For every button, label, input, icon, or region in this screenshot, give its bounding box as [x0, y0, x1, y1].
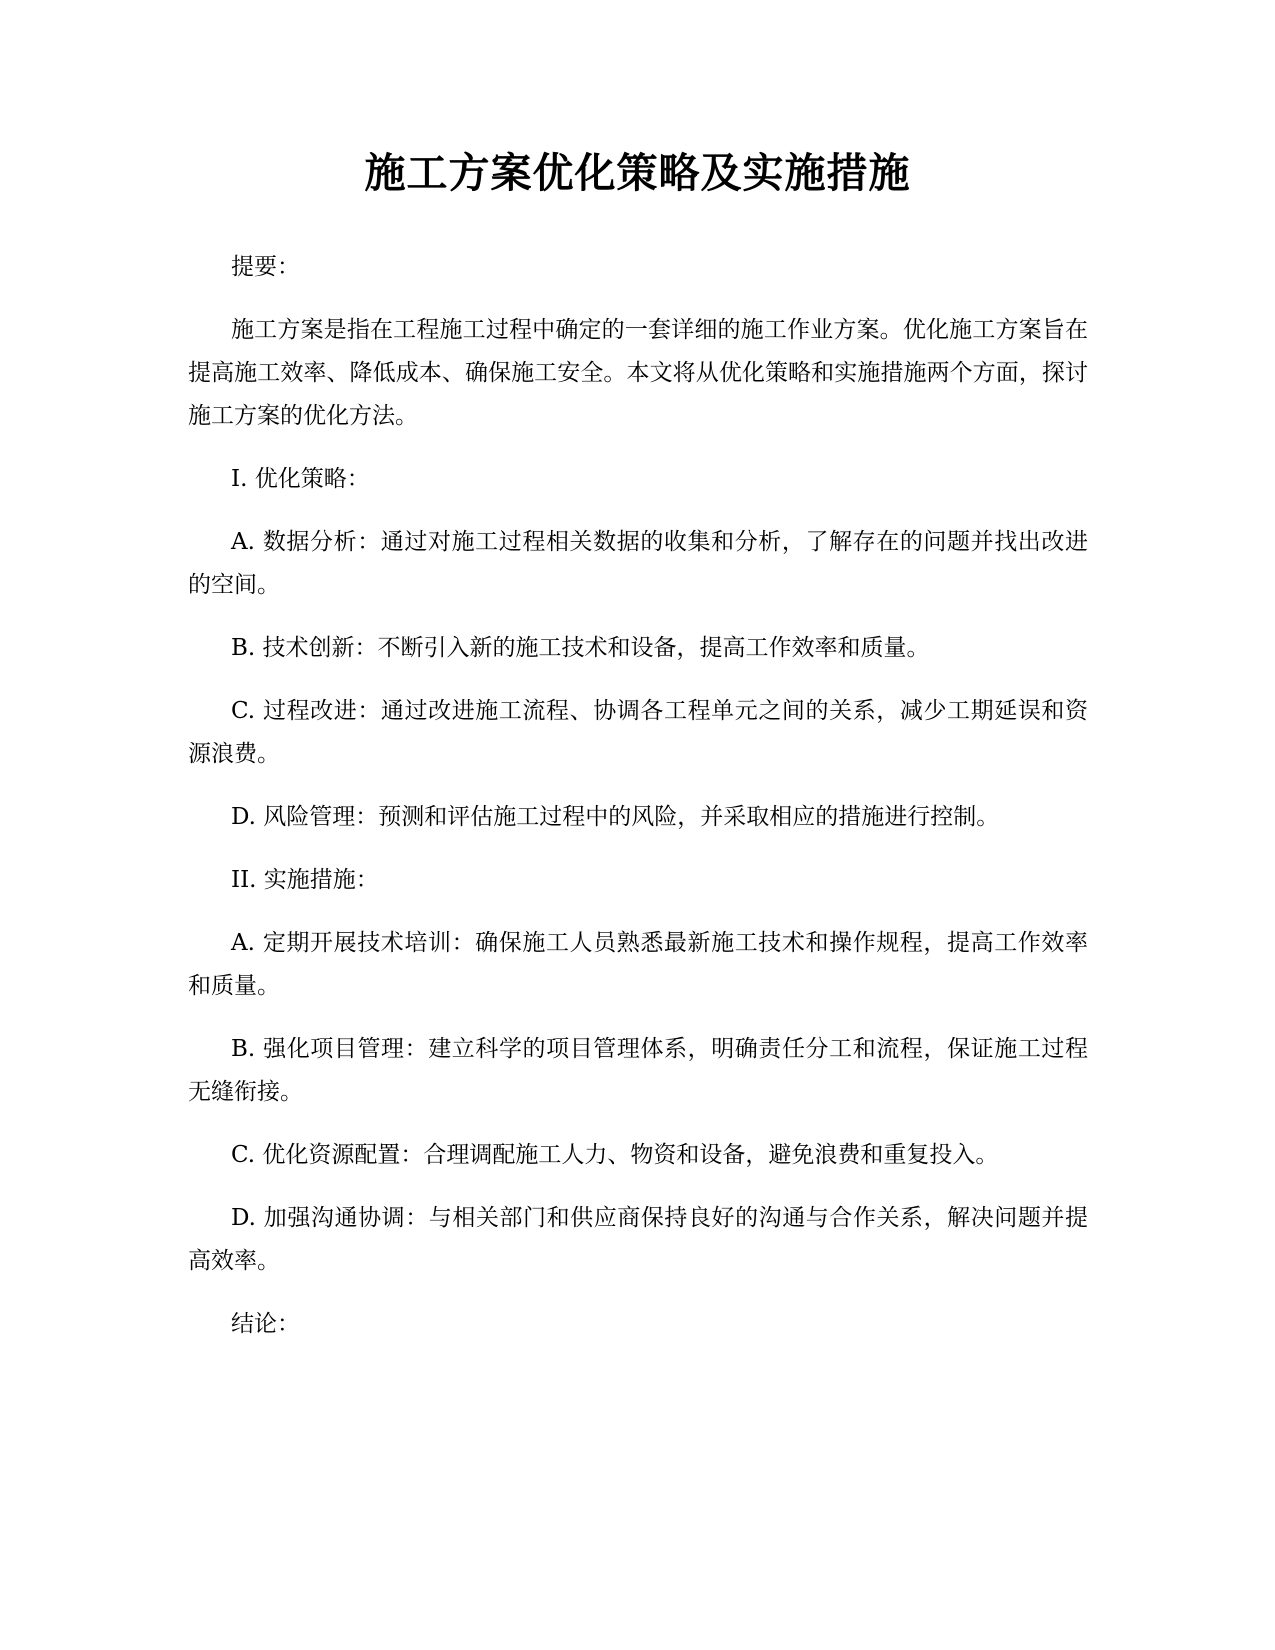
section-heading-measures: II. 实施措施： — [231, 867, 379, 893]
section-heading-strategies: I. 优化策略： — [231, 466, 370, 492]
measure-item-b: B. 强化项目管理：建立科学的项目管理体系，明确责任分工和流程，保证施工过程无缝衔接。 — [188, 1036, 1088, 1105]
strategy-item-b: B. 技术创新：不断引入新的施工技术和设备，提高工作效率和质量。 — [231, 635, 930, 661]
measure-item-a: A. 定期开展技术培训：确保施工人员熟悉最新施工技术和操作规程，提高工作效率和质量。 — [188, 930, 1088, 999]
measure-item-d: D. 加强沟通协调：与相关部门和供应商保持良好的沟通与合作关系，解决问题并提高效率。 — [188, 1205, 1088, 1274]
strategy-item-d: D. 风险管理：预测和评估施工过程中的风险，并采取相应的措施进行控制。 — [231, 804, 1000, 830]
strategy-item-c: C. 过程改进：通过改进施工流程、协调各工程单元之间的关系，减少工期延误和资源浪费。 — [188, 698, 1088, 767]
abstract-paragraph: 施工方案是指在工程施工过程中确定的一套详细的施工作业方案。优化施工方案旨在提高施工效率、降低成本、确保施工安全。本文将从优化策略和实施措施两个方面，探讨施工方案的优化方法。 — [188, 317, 1088, 429]
conclusion-heading: 结论： — [231, 1311, 300, 1337]
document-body — [188, 246, 1088, 1366]
strategy-item-a: A. 数据分析：通过对施工过程相关数据的收集和分析，了解存在的问题并找出改进的空间。 — [188, 529, 1088, 598]
document-title: 施工方案优化策略及实施措施 — [364, 149, 911, 197]
measure-item-c: C. 优化资源配置：合理调配施工人力、物资和设备，避免浪费和重复投入。 — [231, 1142, 999, 1168]
abstract-heading: 提要： — [231, 254, 300, 280]
